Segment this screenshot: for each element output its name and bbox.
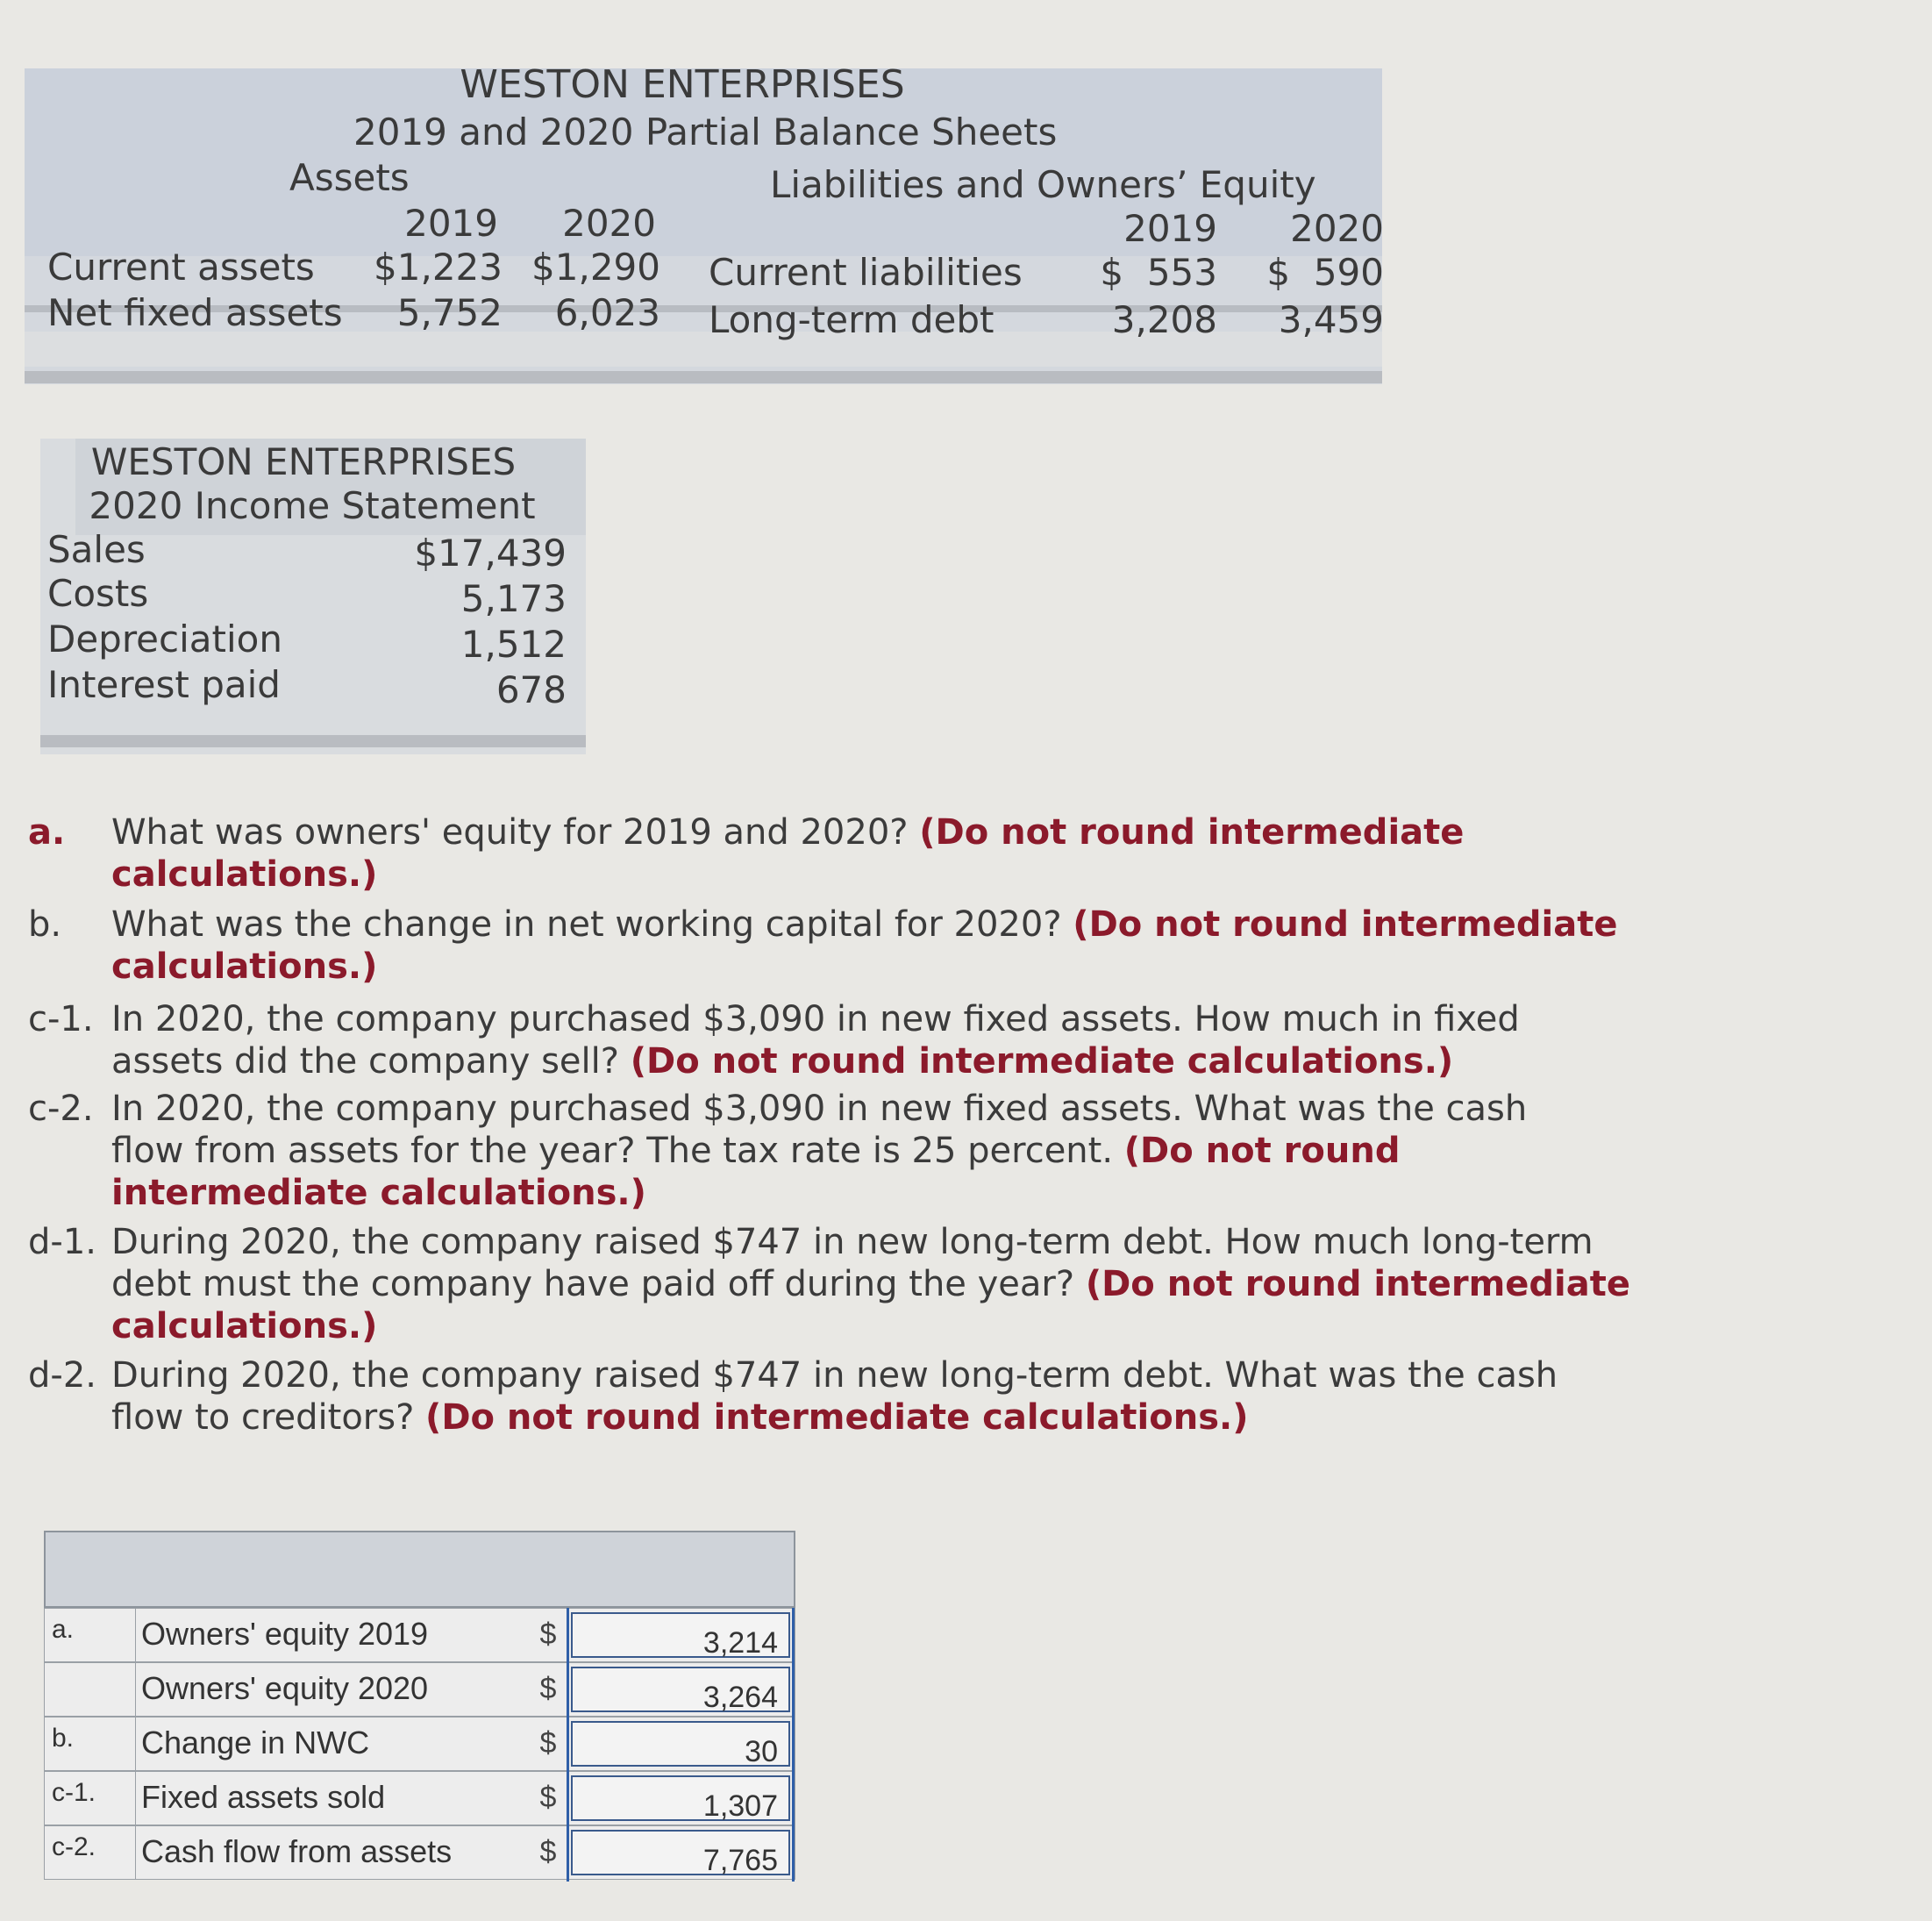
- answer-value: 3,214: [702, 1626, 778, 1660]
- answer-table: [44, 1531, 795, 1886]
- assets-header: Assets: [289, 156, 410, 199]
- currency-symbol: $: [539, 1835, 557, 1868]
- question-label: b.: [28, 904, 62, 945]
- answer-value: 3,264: [702, 1681, 778, 1714]
- fixed-assets-sold-input[interactable]: [571, 1775, 790, 1821]
- net-fixed-assets-2020: 6,023: [554, 291, 660, 334]
- currency-symbol: $: [539, 1617, 557, 1651]
- balance-sheet-subtitle: 2019 and 2020 Partial Balance Sheets: [353, 111, 1058, 154]
- cash-flow-from-assets-input[interactable]: [571, 1830, 790, 1875]
- costs-value: 5,173: [460, 577, 567, 620]
- income-statement-subtitle: 2020 Income Statement: [89, 484, 536, 527]
- liab-year-2020: 2020: [1290, 207, 1384, 250]
- answer-row-description: Fixed assets sold: [141, 1779, 386, 1815]
- long-term-debt-2019: 3,208: [1111, 298, 1217, 341]
- interest-paid-label: Interest paid: [47, 663, 281, 706]
- answer-row-cash-flow-from-assets: [44, 1825, 795, 1880]
- assets-year-2020: 2020: [562, 202, 656, 245]
- answer-row-owners-equity-2020: [44, 1662, 795, 1717]
- question-label: d-1.: [28, 1222, 96, 1262]
- question-label: c-1.: [28, 999, 94, 1039]
- answer-row-change-nwc: [44, 1717, 795, 1771]
- answer-row-label: b.: [45, 1717, 136, 1770]
- assets-year-2019: 2019: [404, 202, 498, 245]
- balance-sheet-table: [25, 62, 1384, 384]
- balance-sheet-title: WESTON ENTERPRISES: [460, 62, 905, 107]
- answer-value: 1,307: [702, 1789, 778, 1823]
- liab-year-2019: 2019: [1123, 207, 1217, 250]
- currency-symbol: $: [539, 1726, 557, 1760]
- answer-column-border-left: [567, 1608, 569, 1882]
- income-statement-table: [40, 439, 586, 754]
- interest-paid-value: 678: [495, 668, 567, 711]
- sales-label: Sales: [47, 528, 146, 571]
- question-label: d-2.: [28, 1355, 96, 1396]
- balance-sheet-footer-rule: [25, 371, 1382, 383]
- income-statement-footer-rule: [40, 735, 586, 747]
- currency-symbol: $: [539, 1781, 557, 1814]
- answer-value: 7,765: [702, 1844, 778, 1877]
- costs-label: Costs: [47, 572, 149, 615]
- current-assets-label: Current assets: [47, 246, 315, 289]
- currency-symbol: $: [539, 1672, 557, 1705]
- answer-row-label: [45, 1663, 136, 1716]
- liabilities-equity-header: Liabilities and Owners’ Equity: [770, 163, 1316, 206]
- answer-row-fixed-assets-sold: [44, 1771, 795, 1825]
- question-label: c-2.: [28, 1089, 94, 1129]
- current-liabilities-2019: $ 553: [1100, 251, 1217, 294]
- net-fixed-assets-label: Net fixed assets: [47, 291, 343, 334]
- sales-value: $17,439: [414, 532, 567, 575]
- depreciation-value: 1,512: [460, 623, 567, 666]
- answer-row-label: a.: [45, 1609, 136, 1661]
- answer-row-description: Cash flow from assets: [141, 1833, 453, 1869]
- net-fixed-assets-2019: 5,752: [396, 291, 503, 334]
- answer-value: 30: [745, 1735, 778, 1768]
- long-term-debt-2020: 3,459: [1278, 298, 1384, 341]
- income-statement-title: WESTON ENTERPRISES: [90, 440, 517, 483]
- owners-equity-2019-input[interactable]: [571, 1612, 790, 1658]
- answer-row-label: c-2.: [45, 1826, 136, 1879]
- change-nwc-input[interactable]: [571, 1721, 790, 1767]
- depreciation-label: Depreciation: [47, 618, 282, 661]
- answer-row-description: Change in NWC: [141, 1725, 370, 1760]
- current-liabilities-label: Current liabilities: [709, 251, 1023, 294]
- current-assets-2020: $1,290: [531, 246, 660, 289]
- question-label: a.: [28, 812, 66, 853]
- long-term-debt-label: Long-term debt: [709, 298, 995, 341]
- current-assets-2019: $1,223: [374, 246, 503, 289]
- answer-row-description: Owners' equity 2020: [141, 1670, 429, 1706]
- answer-table-header: [44, 1531, 795, 1608]
- owners-equity-2020-input[interactable]: [571, 1667, 790, 1712]
- answer-column-border-right: [792, 1608, 795, 1882]
- answer-row-label: c-1.: [45, 1772, 136, 1825]
- answer-row-owners-equity-2019: [44, 1608, 795, 1662]
- current-liabilities-2020: $ 590: [1266, 251, 1384, 294]
- answer-row-description: Owners' equity 2019: [141, 1616, 429, 1652]
